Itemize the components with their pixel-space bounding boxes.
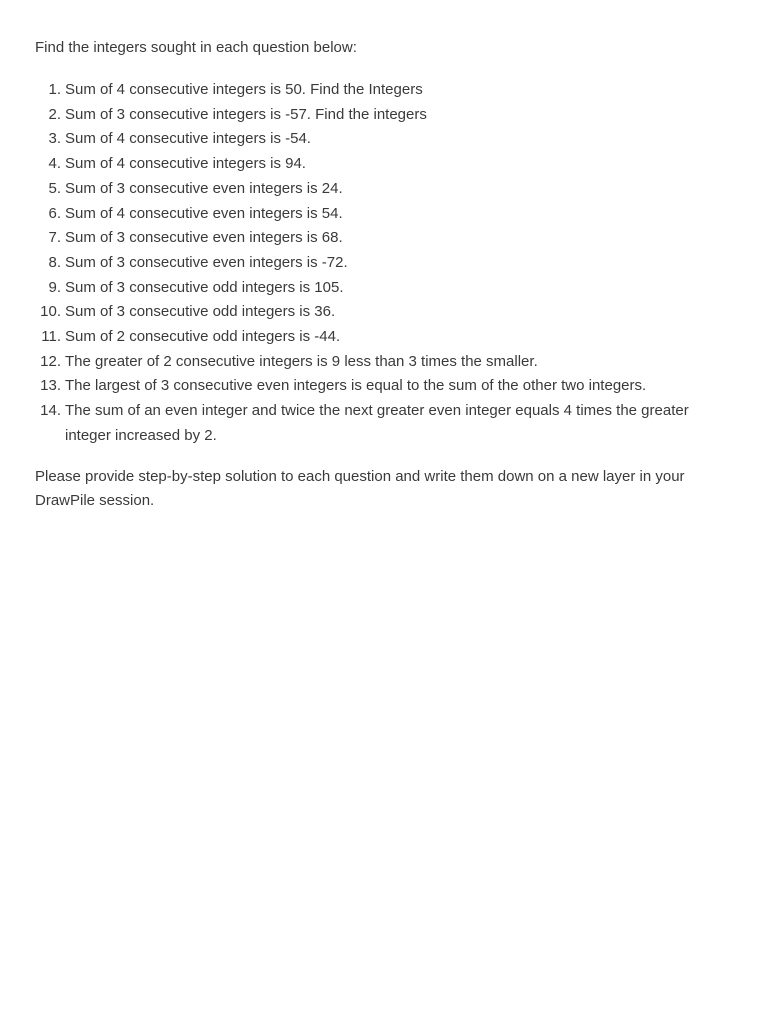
question-text: Sum of 4 consecutive even integers is 54. — [65, 204, 343, 222]
intro-text: Find the integers sought in each question below: — [35, 39, 357, 56]
question-text: Sum of 3 consecutive odd integers is 105. — [65, 278, 344, 296]
question-item — [35, 103, 705, 128]
question-text: The sum of an even integer and twice the next greater even integer equals 4 times the greater integer increased by 2. — [65, 402, 689, 444]
question-item — [35, 78, 705, 103]
question-number: 13. — [40, 377, 61, 395]
question-text: The greater of 2 consecutive integers is 9 less than 3 times the smaller. — [65, 352, 538, 370]
question-item — [35, 177, 705, 202]
question-number: 4. — [48, 155, 61, 173]
question-text: Sum of 4 consecutive integers is 94. — [65, 155, 306, 173]
question-number: 6. — [48, 204, 61, 222]
question-number: 10. — [40, 303, 61, 321]
question-text: Sum of 3 consecutive integers is -57. Find the integers — [65, 105, 427, 123]
question-text: Sum of 3 consecutive even integers is 24. — [65, 179, 343, 197]
question-number: 3. — [48, 130, 61, 148]
question-number: 12. — [40, 352, 61, 370]
question-number: 2. — [48, 105, 61, 123]
question-text: Sum of 3 consecutive odd integers is 36. — [65, 303, 336, 321]
question-item — [35, 300, 705, 325]
question-text: Sum of 2 consecutive odd integers is -44. — [65, 328, 341, 346]
document-body — [35, 36, 705, 513]
question-item — [35, 127, 705, 152]
question-text: Sum of 4 consecutive integers is 50. Find the Integers — [65, 81, 423, 98]
question-item — [35, 399, 705, 448]
question-item — [35, 350, 705, 375]
question-item — [35, 226, 705, 251]
question-number: 8. — [48, 253, 61, 271]
question-item — [35, 374, 705, 399]
question-item — [35, 276, 705, 301]
question-text: Sum of 4 consecutive integers is -54. — [65, 130, 311, 148]
question-text: Sum of 3 consecutive even integers is 68. — [65, 229, 343, 247]
question-item — [35, 152, 705, 177]
question-list — [35, 78, 705, 449]
question-item — [35, 202, 705, 227]
question-item — [35, 325, 705, 350]
question-number: 7. — [48, 229, 61, 247]
question-number: 11. — [41, 328, 61, 346]
instructions-text: Please provide step-by-step solution to each question and write them down on a new layer in your DrawPile session. — [35, 467, 685, 509]
question-item — [35, 251, 705, 276]
question-number: 1. — [48, 81, 61, 98]
question-text: The largest of 3 consecutive even integers is equal to the sum of the other two integers. — [65, 377, 647, 395]
question-number: 14. — [40, 402, 61, 420]
question-number: 5. — [48, 179, 61, 197]
question-text: Sum of 3 consecutive even integers is -72. — [65, 253, 348, 271]
question-number: 9. — [48, 278, 61, 296]
